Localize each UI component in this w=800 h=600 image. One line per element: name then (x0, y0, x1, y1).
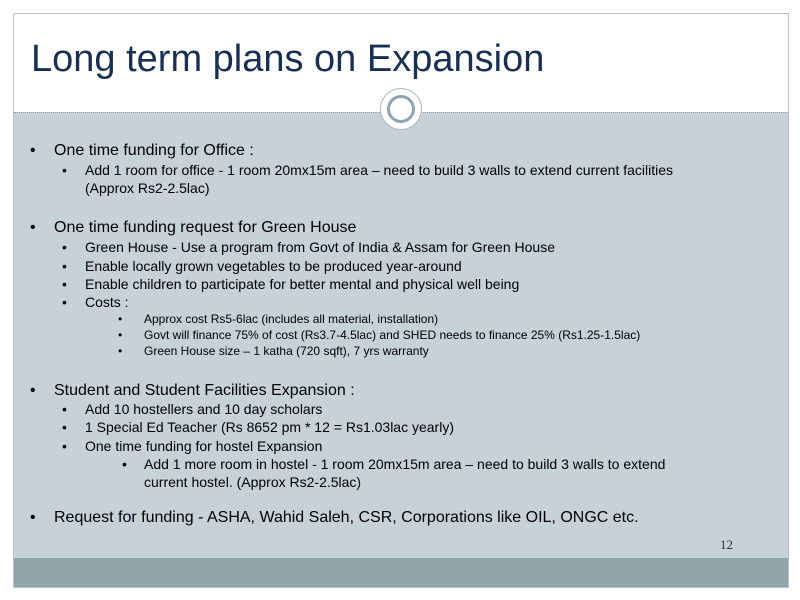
list-item: Costs : (85, 294, 129, 310)
bullet-marker: • (62, 258, 67, 274)
bullet-marker: • (30, 382, 36, 399)
list-item-continuation: (Approx Rs2-2.5lac) (85, 180, 210, 196)
section-heading-suffix: . (634, 509, 639, 526)
bullet-marker: • (62, 294, 67, 310)
list-item: One time funding for hostel Expansion (85, 438, 323, 454)
section-heading: One time funding for Office : (54, 142, 254, 159)
sub-list-item: Add 1 more room in hostel - 1 room 20mx15m area – need to build 3 walls to extend (144, 456, 666, 472)
section-heading: One time funding request for Green House (54, 219, 357, 236)
bullet-marker: • (118, 312, 123, 326)
list-item: 1 Special Ed Teacher (Rs 8652 pm * 12 = Rs1.03lac yearly) (85, 419, 454, 435)
list-item: Green House - Use a program from Govt of India & Assam for Green House (85, 239, 555, 255)
list-item: Enable locally grown vegetables to be produced year-around (85, 258, 462, 274)
sub-list-item-continuation: current hostel. (Approx Rs2-2.5lac) (144, 474, 362, 490)
page-number: 12 (720, 537, 733, 552)
bullet-marker: • (30, 219, 36, 236)
list-item: Add 10 hostellers and 10 day scholars (85, 401, 323, 417)
section-heading (54, 509, 639, 527)
list-item: Enable children to participate for better mental and physical well being (85, 276, 520, 292)
sub-list-item: Govt will finance 75% of cost (Rs3.7-4.5lac) and SHED needs to finance 25% (Rs1.25-1.5lac) (144, 328, 641, 342)
bullet-marker: • (30, 509, 36, 526)
slide-title: Long term plans on Expansion (31, 38, 545, 80)
list-item: Add 1 room for office - 1 room 20mx15m area – need to build 3 walls to extend current facilities (85, 162, 674, 178)
bullet-marker: • (30, 142, 36, 159)
bullet-marker: • (122, 456, 127, 472)
bullet-marker: • (62, 239, 67, 255)
bullet-marker: • (62, 401, 67, 417)
sub-list-item: Approx cost Rs5-6lac (includes all material, installation) (144, 312, 439, 326)
bullet-marker: • (62, 276, 67, 292)
bullet-marker: • (118, 344, 123, 358)
section-heading-text: Request for funding - ASHA, Wahid Saleh, CSR, Corporations like OIL, ONGC etc (54, 509, 635, 526)
bullet-marker: • (62, 438, 67, 454)
bullet-marker: • (62, 419, 67, 435)
bullet-marker: • (62, 162, 67, 178)
section-heading: Student and Student Facilities Expansion : (54, 382, 355, 399)
bullet-marker: • (118, 328, 123, 342)
sub-list-item: Green House size – 1 katha (720 sqft), 7 yrs warranty (144, 344, 429, 358)
